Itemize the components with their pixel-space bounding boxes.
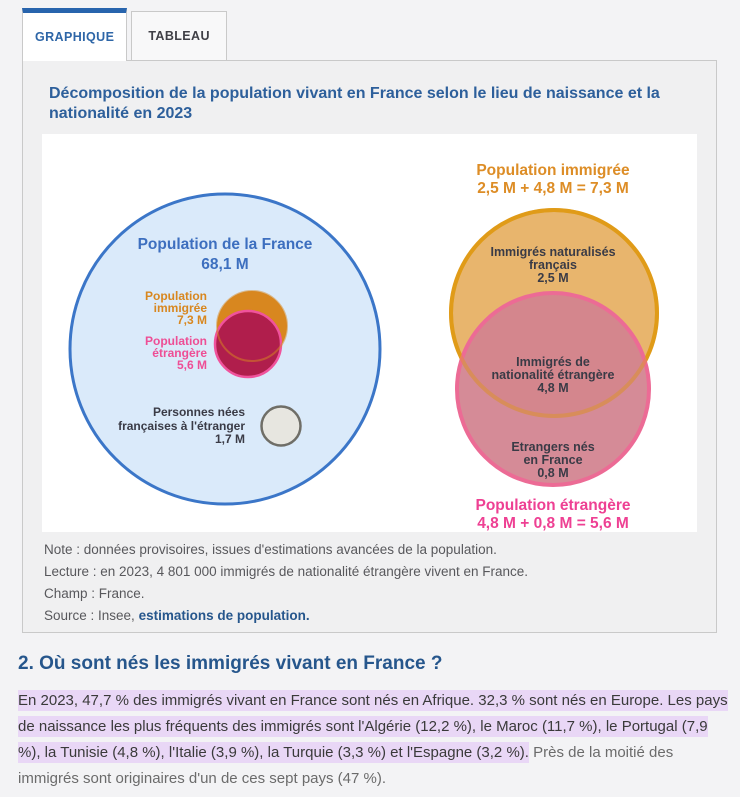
section-paragraph [18,688,728,792]
nees-francaises-label-line1: Personnes nées [152,405,245,419]
immigree-title-line1: Population immigrée [476,162,630,179]
chart-notes [44,539,697,627]
highlighted-text: En 2023, 47,7 % des immigrés vivant en France sont nés en Afrique. 32,3 % sont nés en Europe. Les pays de naissance les plus fréquents des immigrés sont l'Algérie (12,2 %), le Maroc (11,7 %), le Portugal (7,9 %), la Tunisie (4,8 %), l'Italie (3,9 %), la Turquie (3,3 %) et l'Espagne (3,2 %). [18,692,728,761]
etrangere-title-line1: Population étrangère [475,497,631,514]
tab-tableau[interactable] [131,11,227,61]
immigree-small-label-line2: immigrée [153,301,207,315]
tab-graphique[interactable] [22,8,127,61]
etrangere-small-label-line2: étrangère [152,346,207,360]
etrangere-small-label-line3: 5,6 M [176,358,207,372]
note-line: Note : données provisoires, issues d'estimations avancées de la population. [44,542,497,557]
naturalises-label-line1: Immigrés naturalisés [490,245,616,259]
chart-title: Décomposition de la population vivant en France selon le lieu de naissance et la nationalité en 2023 [49,85,660,122]
nationalite-etrangere-label-line3: 4,8 M [537,381,569,395]
nees-francaises-circle [262,407,301,446]
immigree-small-label-line3: 7,3 M [176,313,207,327]
immigree-title-line2: 2,5 M + 4,8 M = 7,3 M [477,180,629,197]
nationalite-etrangere-label-line2: nationalité étrangère [491,368,615,382]
france-title-line2: 68,1 M [201,256,249,273]
source-link[interactable]: estimations de population. [138,608,310,623]
section-heading: 2. Où sont nés les immigrés vivant en France ? [18,653,443,674]
etrangere-small-label-line1: Population [145,334,207,348]
venn-chart [42,134,697,532]
naturalises-label-line3: 2,5 M [537,271,569,285]
etrangers-nes-label-line3: 0,8 M [537,466,569,480]
source-line [44,605,697,627]
nationalite-etrangere-label-line1: Immigrés de [516,355,590,369]
immigree-small-label-line1: Population [145,289,207,303]
etrangers-nes-label-line2: en France [523,453,583,467]
tab-bar [22,8,740,60]
venn-svg [42,134,697,532]
rest-text: Près de la moitié des immigrés sont originaires d'un de ces sept pays (47 %). [18,744,674,787]
nees-francaises-label-line2: françaises à l'étranger [118,419,245,433]
nees-francaises-label-line3: 1,7 M [214,432,245,446]
etrangers-nes-label-line1: Etrangers nés [511,440,595,454]
chart-panel [22,60,717,633]
source-prefix: Source : Insee, [44,608,139,623]
etrangere-title-line2: 4,8 M + 0,8 M = 5,6 M [477,515,629,532]
france-title-line1: Population de la France [137,236,313,253]
tab-tableau-label: TABLEAU [148,29,210,43]
lecture-line: Lecture : en 2023, 4 801 000 immigrés de nationalité étrangère vivent en France. [44,564,529,579]
champ-line: Champ : France. [44,586,145,601]
tab-graphique-label: GRAPHIQUE [35,30,115,44]
etrangere-circle-small [215,311,281,377]
naturalises-label-line2: français [529,258,577,272]
